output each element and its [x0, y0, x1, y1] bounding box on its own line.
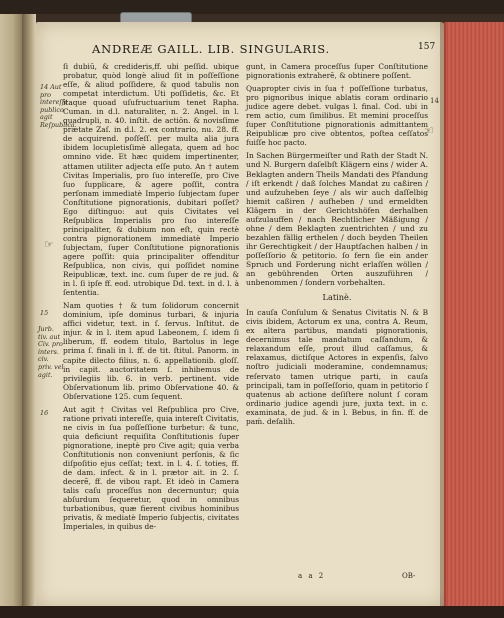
red-page-edges [444, 22, 504, 612]
right-column [246, 62, 428, 430]
desk-foot [0, 606, 504, 618]
running-header: ANDREÆ GAILL. LIB. SINGULARIS. [92, 42, 330, 56]
margin-note: 15 [40, 309, 49, 317]
body-paragraph: gunt, in Camera proceſſus ſuper Conſtitutione pignorationis extraherē, & obtinere poſſent. [246, 62, 428, 81]
body-paragraph: Quapropter civis in ſua † poſſeſſione turbatus, pro pignoribus inique ablatis coram ordinario judice agere debet. vulgas l. final. Cod. ubi in rem actio, cum ſimilibus. Et memini proceſſus ſuper Conſtitutione pignorationis admittantem Reipublicæ pro cive obtentos, poſtea ceſſatos fuiſſe hoc pacto. [246, 84, 428, 148]
left-page-edge [0, 14, 22, 618]
body-paragraph: ſi dubiū, & credideris,ff. ubi peſſid. ubique probatur, quòd longè aliud ſit in poſſeſſione eſſe, & aliud poſſidere, & quod tabulis non competat interdictum. Uti poſſidetis, &c. Et itaque quoad uſufructuarium tenet Rapha. Cuman. in d.l. naturaliter, n. 2. Angel. in l. quadrupli, n. 40. inſtit. de actiōn. & novisſime prætate Zaſ. in d.l. 2. ex contrario, nu. 28. ff. de acquirend. poſſeſſ. per multa alia jura ibidem locupletisſimè allegata, quem ad hoc omnino vide. Et hæc quidem impertinenter, attamen utiliter adjecta eſſe puto. An † autem Civitas Imperialis, pro ſuo intereſſe, pro Cive ſuo ſupplicare, & agere poſſit, contra perſonam immediatè Imperio ſubjectam ſuper Conſtitutione pignorationis, dubitari poſſet? Ego diſtinguo: aut quis Civitates vel Reſpublica Imperialis pro ſuo intereſſe principaliter, & dubium non eſt, quin rectè contra pignorationem immediatè Imperio ſubjectam, ſuper Conſtitutione pignorationis agere poſſit: quia principaliter offenditur Reſpublica, non civis, qui poſſidet nomine Reipublicæ, text. inc. cum ſuper de re jud. & in l. ſi ipſe ff. eod. utrobique Dd. text. in d. l. à ſententia. [63, 62, 239, 298]
german-paragraph: In Sachen Bürgermeiſter und Rath der Stadt N. und N. Burgern daſelbſt Klägern eins / wider A. Beklagten andern Theils Mandati des Pfandung / iſt erkendt / daß ſolches Mandat zu caßiren / und aufzuheben ſeye / als wir auch daſſelbig hiemit caßiren / aufheben / und ermeldten Klägern in der Gerichtshöfen derhalben aufzulauffen / nach Rechtlicher Mäßigung / ohne / dem Beklagten zuentrichten / und zu bezahlen fällig erthelen / doch beyden Theilen ihr Gerechtigkeit / der Hauptſachen halben / in poſſeſſorio & petitorio. ſo fern ſie ein ander Spruch und Forderung nicht erlaſſen wöllen / an gebührenden Orten auszuführen / unbenommen / ſondern vorbehalten. [246, 151, 428, 288]
latin-paragraph: In cauſa Conſulum & Senatus Civitatis N. & B civis ibidem, Actorum ex una, contra A. Reum, ex altera partibus, mandati pignorationis, decernimus tale mandatum caſſandum, & relaxandum eſſe, prout illud caſſamus, & relaxamus, dictiſque Actores in expenſis, ſalvo noſtro judiciali moderamine, condemnamus; reſervato tamen utrique parti, in cauſa principali, tam in poſſeſſorio, quam in petitorio ſ quatenus ab actione deſiſtere nolunt ſ coram ordinario judice agendi jure, juxta text. in c. examinata, de jud. & in l. Bebus, in fin. ff. de paḿ. deſalih. [246, 308, 428, 426]
margin-note: 14 Aut pro intereſſe publico agit Reſpublica. [40, 83, 77, 129]
signature-mark: a a 2 [298, 572, 326, 580]
manicule-icon: ☞ [44, 238, 54, 251]
left-column [63, 62, 239, 535]
catchword: OB- [402, 572, 416, 580]
section-title: Latinè. [322, 292, 352, 303]
page-number: 157 [418, 42, 436, 52]
book-gutter [22, 14, 36, 618]
margin-note: 16 [40, 409, 49, 417]
manicule-icon: ☜ [424, 124, 434, 137]
margin-note-right: 14 [430, 97, 439, 105]
body-paragraph: Aut agit † Civitas vel Reſpublica pro Cive, ratione privati intereſſe, quia intereſt Civitatis, ne civis in ſua poſſeſſione turbetur: & tunc, quia deficiunt requiſita Conſtitutionis ſuper pignoratione, ineptè pro Cive agit; quia verba Conſtitutionis non conveniunt perſonis, & ſic diſpoſitio ejus ceſſat; text. in l. 4. ſ. toties, ff. de dam. infect. & in l. prætor ait. in 2. ſ. decerẽ, ff. de vibou rapt. Et ideò in Camera talis caſu proceſſus non decernuntur; quia abſurdum ſequeretur, quod in omnibus turbationibus, quæ fierent civibus hominibus privatis, & mediatè Imperio ſubjectis, civitates Imperiales, in quibus de- [63, 404, 239, 532]
body-paragraph: Nam quoties † & tum ſolidorum concernit dominium, ipſe dominus turbari, & injuria affici videtur, text. in ſ. ſervus. Inſtitut. de injur. & in l. item apud Labeonem, ſ. idem ſi liberum, ff. eodem titulo, Bartolus in lege prima ſ. finali in l. ff. de tit. ſtitul. Panorm. in capite dilecto filius, n. 6. appellationib. gloſſ. in capit. auctoritatem ſ. inhibemus de privilegiis lib. 6. in verb. pertinent. vide Obſervationum lib. primo Obſervatione 40. & Obſervatione 125. cum ſequent. [63, 301, 239, 401]
desk-background [0, 0, 504, 14]
margin-note: Jurb. tiv. aut Civ. pro inters. civ. priv. vel agit. [38, 325, 64, 379]
